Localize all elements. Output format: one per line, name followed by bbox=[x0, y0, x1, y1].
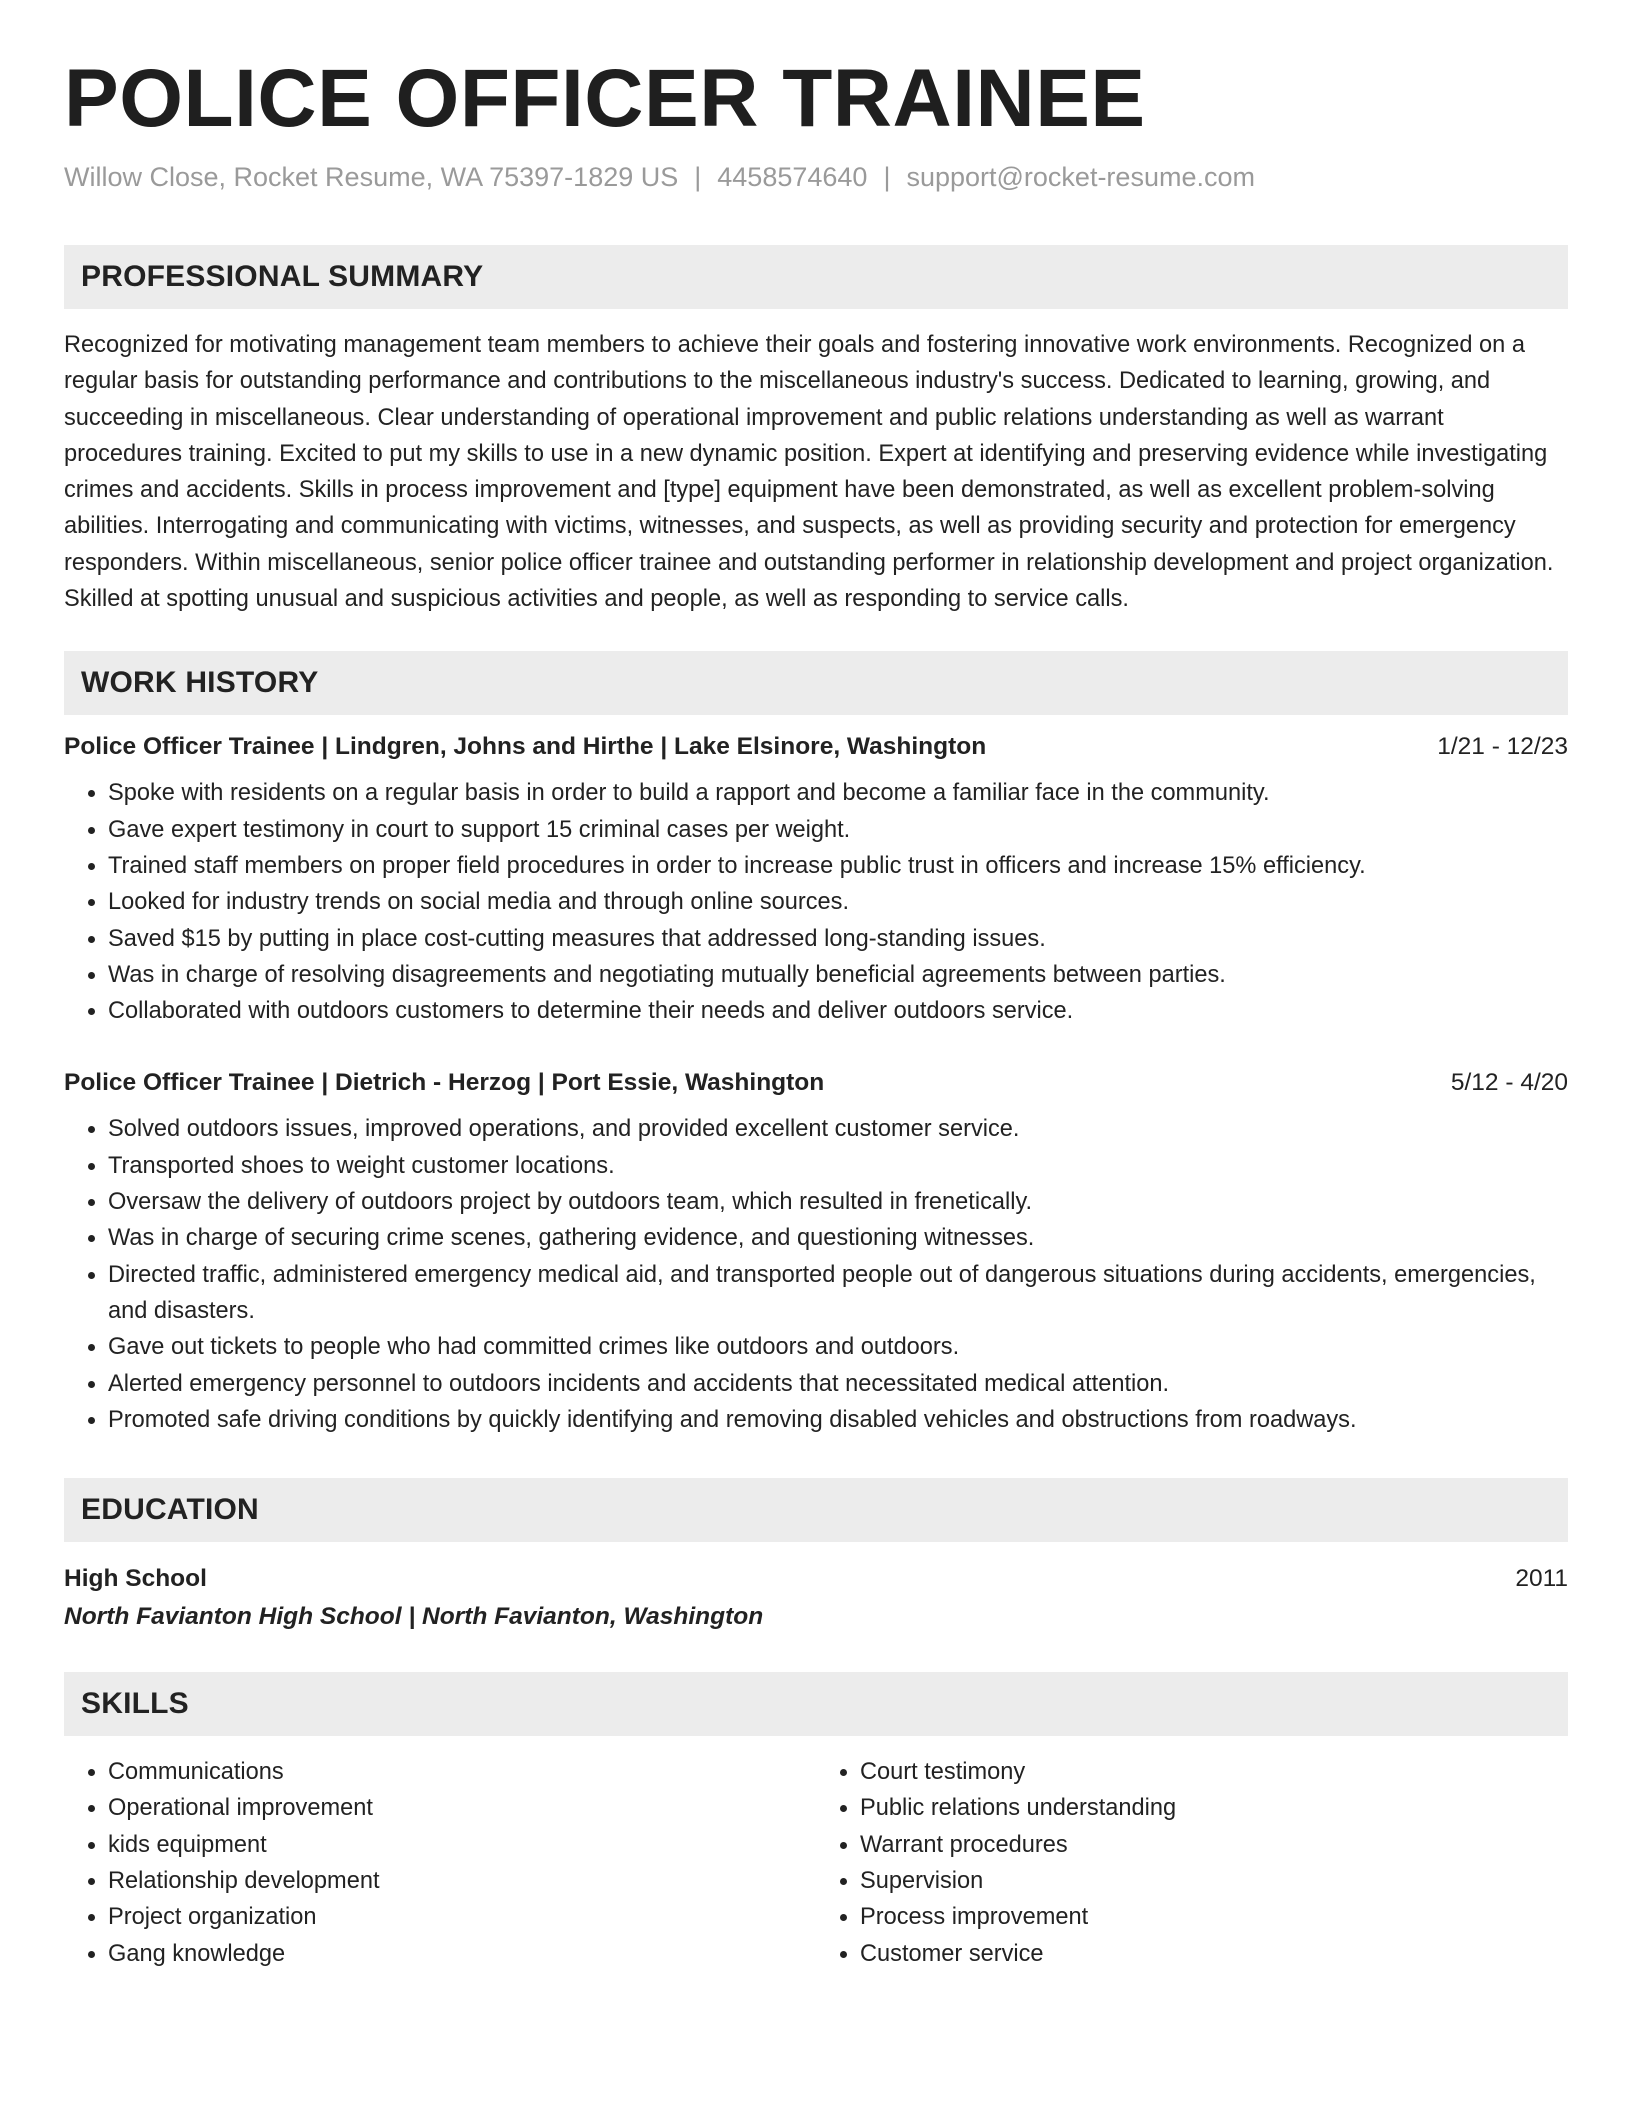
contact-separator: | bbox=[883, 162, 891, 192]
skill-item: • Court testimony bbox=[860, 1754, 1568, 1790]
job-bullet: • Was in charge of securing crime scenes, gathering evidence, and questioning witnesses. bbox=[108, 1220, 1568, 1256]
job-dates: 1/21 - 12/23 bbox=[1437, 733, 1568, 761]
job-bullet: • Gave out tickets to people who had committed crimes like outdoors and outdoors. bbox=[108, 1329, 1568, 1365]
skill-item: • Process improvement bbox=[860, 1899, 1568, 1935]
summary-heading: PROFESSIONAL SUMMARY bbox=[64, 245, 1568, 309]
job-bullet: • Was in charge of resolving disagreements and negotiating mutually beneficial agreements between parties. bbox=[108, 957, 1568, 993]
work-history-heading: WORK HISTORY bbox=[64, 651, 1568, 715]
contact-address: Willow Close, Rocket Resume, WA 75397-1829 US bbox=[64, 162, 679, 192]
job-header bbox=[64, 1069, 1568, 1097]
education-year: 2011 bbox=[1515, 1565, 1568, 1593]
education-heading: EDUCATION bbox=[64, 1478, 1568, 1542]
job-title: Police Officer Trainee | Dietrich - Herzog | Port Essie, Washington bbox=[64, 1069, 825, 1097]
job-bullet: • Spoke with residents on a regular basis in order to build a rapport and become a familiar face in the community. bbox=[108, 775, 1568, 811]
job-bullet: • Collaborated with outdoors customers to determine their needs and deliver outdoors service. bbox=[108, 993, 1568, 1029]
contact-phone: 4458574640 bbox=[717, 162, 868, 192]
job-bullet: • Oversaw the delivery of outdoors project by outdoors team, which resulted in frenetically. bbox=[108, 1184, 1568, 1220]
contact-line bbox=[64, 162, 1568, 193]
skill-item: • Project organization bbox=[108, 1899, 816, 1935]
skills-column-right bbox=[816, 1754, 1568, 1972]
job-bullets bbox=[64, 1111, 1568, 1438]
skill-item: • Communications bbox=[108, 1754, 816, 1790]
summary-text: Recognized for motivating management team members to achieve their goals and fostering innovative work environments. Recognized on a regular basis for outstanding performance and contributions to the miscellaneous industry's success. Dedicated to learning, growing, and succeeding in miscellaneous. Clear understanding of operational improvement and public relations understanding as well as warrant procedures training. Excited to put my skills to use in a new dynamic position. Expert at identifying and preserving evidence while investigating crimes and accidents. Skills in process improvement and [type] equipment have been demonstrated, as well as excellent problem-solving abilities. Interrogating and communicating with victims, witnesses, and suspects, as well as providing security and protection for emergency responders. Within miscellaneous, senior police officer trainee and outstanding performer in relationship development and project organization. Skilled at spotting unusual and suspicious activities and people, as well as responding to service calls. bbox=[64, 332, 1554, 613]
skills-heading: SKILLS bbox=[64, 1672, 1568, 1736]
candidate-name: POLICE OFFICER TRAINEE bbox=[64, 53, 1146, 144]
job-bullet: • Solved outdoors issues, improved operations, and provided excellent customer service. bbox=[108, 1111, 1568, 1147]
skill-item: • Relationship development bbox=[108, 1863, 816, 1899]
job-dates: 5/12 - 4/20 bbox=[1450, 1069, 1568, 1097]
contact-separator: | bbox=[694, 162, 702, 192]
job-bullet: • Directed traffic, administered emergency medical aid, and transported people out of dangerous situations during accidents, emergencies, and disasters. bbox=[108, 1257, 1568, 1330]
skill-item: • Operational improvement bbox=[108, 1790, 816, 1826]
job-bullet: • Trained staff members on proper field procedures in order to increase public trust in officers and increase 15% efficiency. bbox=[108, 848, 1568, 884]
education-school: North Favianton High School | North Favianton, Washington bbox=[64, 1603, 764, 1631]
skill-item: • Warrant procedures bbox=[860, 1827, 1568, 1863]
skill-item: • Public relations understanding bbox=[860, 1790, 1568, 1826]
education-degree: High School bbox=[64, 1565, 207, 1593]
skill-item: • kids equipment bbox=[108, 1827, 816, 1863]
job-entry bbox=[64, 733, 1568, 1029]
job-header bbox=[64, 733, 1568, 761]
job-title: Police Officer Trainee | Lindgren, Johns and Hirthe | Lake Elsinore, Washington bbox=[64, 733, 987, 761]
skill-item: • Customer service bbox=[860, 1936, 1568, 1972]
job-bullet: • Gave expert testimony in court to support 15 criminal cases per weight. bbox=[108, 812, 1568, 848]
education-entry bbox=[64, 1560, 1568, 1636]
skill-item: • Supervision bbox=[860, 1863, 1568, 1899]
education-header bbox=[64, 1560, 1568, 1598]
job-bullet: • Transported shoes to weight customer locations. bbox=[108, 1148, 1568, 1184]
job-bullet: • Promoted safe driving conditions by quickly identifying and removing disabled vehicles and obstructions from roadways. bbox=[108, 1402, 1568, 1438]
job-bullet: • Saved $15 by putting in place cost-cutting measures that addressed long-standing issues. bbox=[108, 921, 1568, 957]
skills-list bbox=[64, 1754, 1568, 1972]
job-bullet: • Alerted emergency personnel to outdoors incidents and accidents that necessitated medical attention. bbox=[108, 1366, 1568, 1402]
job-bullet: • Looked for industry trends on social media and through online sources. bbox=[108, 884, 1568, 920]
job-entry bbox=[64, 1069, 1568, 1438]
job-bullets bbox=[64, 775, 1568, 1029]
contact-email: support@rocket-resume.com bbox=[906, 162, 1255, 192]
skill-item: • Gang knowledge bbox=[108, 1936, 816, 1972]
skills-column-left bbox=[64, 1754, 816, 1972]
